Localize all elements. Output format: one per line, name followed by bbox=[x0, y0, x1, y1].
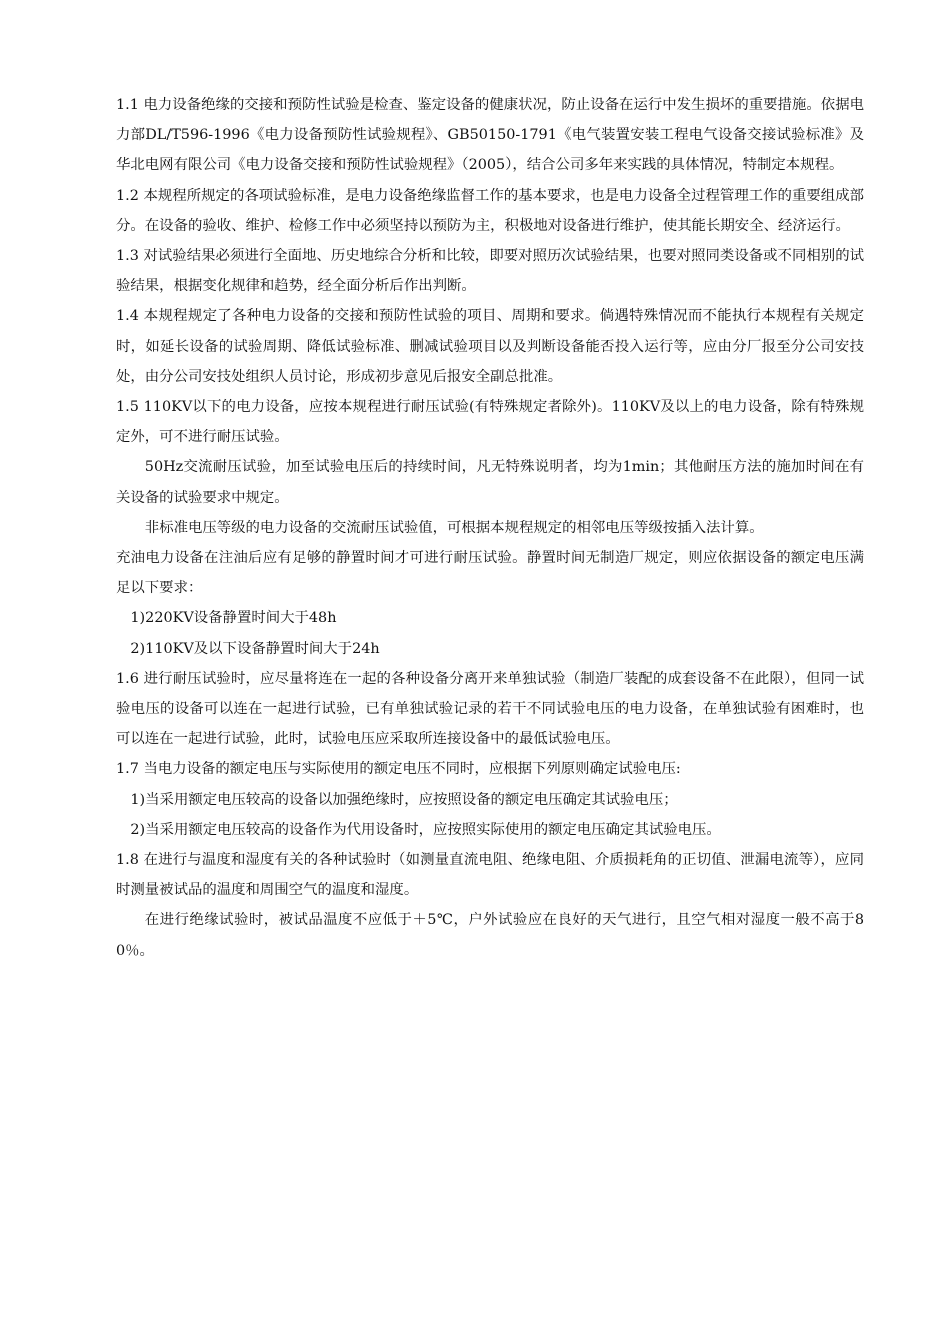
paragraph-1-6: 1.6 进行耐压试验时，应尽量将连在一起的各种设备分离开来单独试验（制造厂装配的成套设备不在此限），但同一试验电压的设备可以连在一起进行试验，已有单独试验记录的若干不同试验电压的电力设备，在单独试验有困难时，也可以连在一起进行试验，此时，试验电压应采取所连接设备中的最低试验电压。 bbox=[116, 670, 864, 748]
paragraph-1-4: 1.4 本规程规定了各种电力设备的交接和预防性试验的项目、周期和要求。倘遇特殊情况而不能执行本规程有关规定时，如延长设备的试验周期、降低试验标准、删减试验项目以及判断设备能否投入运行等，应由分厂报至分公司安技处，由分公司安技处组织人员讨论，形成初步意见后报安全副总批准。 bbox=[116, 308, 864, 385]
paragraph-1-2: 1.2 本规程所规定的各项试验标准，是电力设备绝缘监督工作的基本要求，也是电力设备全过程管理工作的重要组成部分。在设备的验收、维护、检修工作中必须坚持以预防为主，积极地对设备进行维护，使其能长期安全、经济运行。 bbox=[116, 187, 864, 234]
paragraph-insulation-test-conditions: 在进行绝缘试验时，被试品温度不应低于＋5℃，户外试验应在良好的天气进行，且空气相对湿度一般不高于80％。 bbox=[116, 912, 864, 959]
list-item-substitute-equipment: 2)当采用额定电压较高的设备作为代用设备时，应按照实际使用的额定电压确定其试验电压。 bbox=[130, 821, 721, 838]
list-item-higher-rated-insulation: 1)当采用额定电压较高的设备以加强绝缘时，应按照设备的额定电压确定其试验电压； bbox=[130, 791, 678, 808]
paragraph-1-1: 1.1 电力设备绝缘的交接和预防性试验是检查、鉴定设备的健康状况，防止设备在运行中发生损坏的重要措施。依据电力部DL/T596-1996《电力设备预防性试验规程》、GB50150-1791《电气装置安装工程电气设备交接试验标准》及华北电网有限公司《电力设备交接和预防性试验规程》（2005），结合公司多年来实践的具体情况，特制定本规程。 bbox=[116, 97, 864, 174]
paragraph-1-3: 1.3 对试验结果必须进行全面地、历史地综合分析和比较，即要对照历次试验结果，也要对照同类设备或不同相别的试验结果，根据变化规律和趋势，经全面分析后作出判断。 bbox=[116, 248, 864, 295]
document-body bbox=[116, 90, 864, 966]
paragraph-1-8: 1.8 在进行与温度和湿度有关的各种试验时（如测量直流电阻、绝缘电阻、介质损耗角的正切值、泄漏电流等），应同时测量被试品的温度和周围空气的温度和湿度。 bbox=[116, 852, 864, 899]
list-item-220kv-rest: 1)220KV设备静置时间大于48h bbox=[130, 610, 337, 627]
paragraph-ac-withstand-duration: 50Hz交流耐压试验，加至试验电压后的持续时间，凡无特殊说明者，均为1min；其他耐压方法的施加时间在有关设备的试验要求中规定。 bbox=[116, 459, 864, 506]
list-item-110kv-rest: 2)110KV及以下设备静置时间大于24h bbox=[130, 640, 380, 657]
paragraph-1-7: 1.7 当电力设备的额定电压与实际使用的额定电压不同时，应根据下列原则确定试验电压: bbox=[116, 761, 681, 778]
paragraph-1-5: 1.5 110KV以下的电力设备，应按本规程进行耐压试验(有特殊规定者除外)。110KV及以上的电力设备，除有特殊规定外，可不进行耐压试验。 bbox=[116, 399, 864, 446]
paragraph-oil-filled-rest-time: 充油电力设备在注油后应有足够的静置时间才可进行耐压试验。静置时间无制造厂规定，则应依据设备的额定电压满足以下要求： bbox=[116, 550, 864, 597]
paragraph-nonstandard-voltage: 非标准电压等级的电力设备的交流耐压试验值，可根据本规程规定的相邻电压等级按插入法计算。 bbox=[144, 519, 764, 536]
